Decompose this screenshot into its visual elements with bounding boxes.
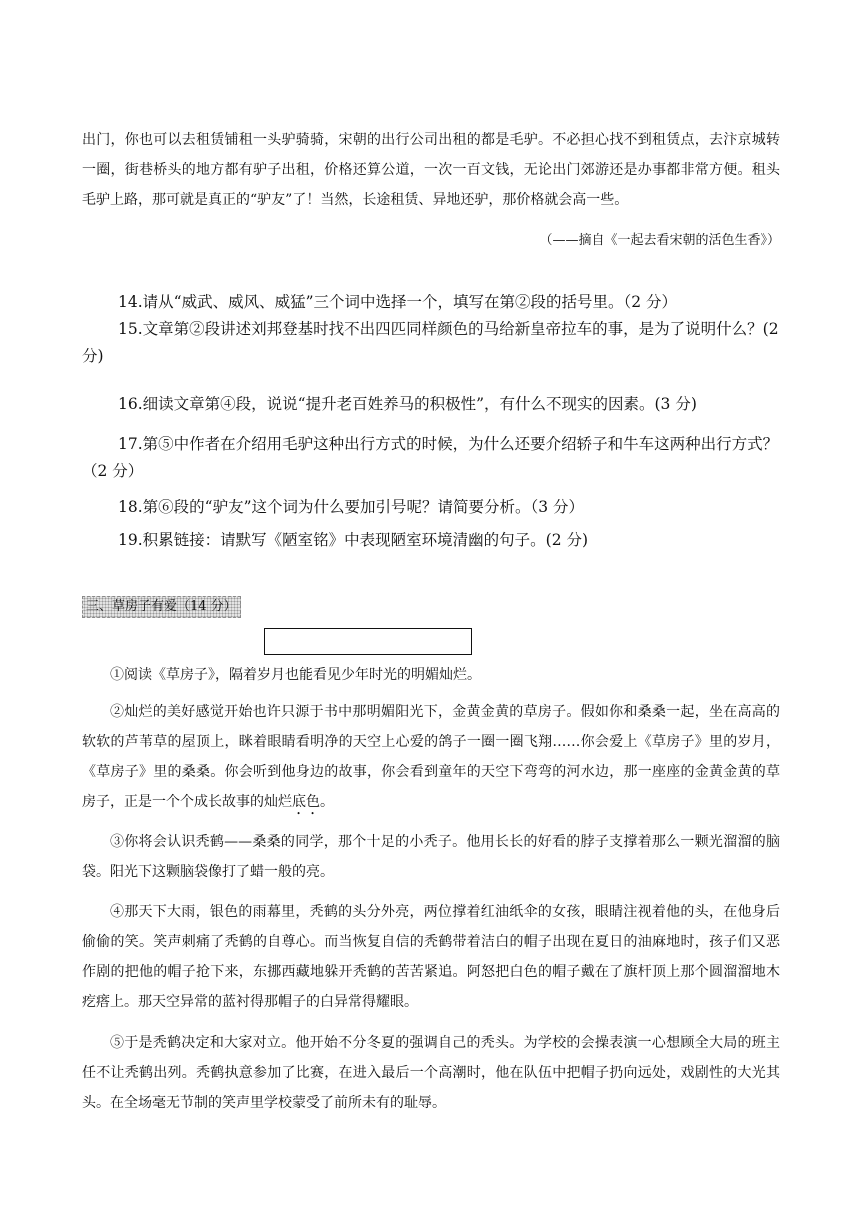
emphasized-word: 底色 (292, 794, 320, 810)
paragraph-4: ④那天下大雨，银色的雨幕里，秃鹤的头分外亮，两位撑着红油纸伞的女孩，眼睛注视着他的头，在他身后偷偷的笑。笑声刺痛了秃鹤的自尊心。而当恢复自信的秃鹤带着洁白的帽子出现在夏日的油麻地时，孩子们又恶作剧的把他的帽子抢下来，东挪西藏地躲开秃鹤的苦苦紧追。阿怒把白色的帽子戴在了旗杆顶上那个圆溜溜地木疙瘩上。那天空异常的蓝衬得那帽子的白异常得耀眼。 (82, 904, 780, 1010)
question-18: 18.第⑥段的“驴友”这个词为什么要加引号呢？请简要分析。（3 分） (118, 498, 585, 516)
question-17: 17.第⑤中作者在介绍用毛驴这种出行方式的时候，为什么还要介绍轿子和牛车这两种出行方式？（2 分） (82, 435, 779, 480)
passage-text: 出门，你也可以去租赁铺租一头驴骑骑，宋朝的出行公司出租的都是毛驴。不必担心找不到租赁点，去汴京城转一圈，街巷桥头的地方都有驴子出租，价格还算公道，一次一百文钱，无论出门郊游还是办事都非常方便。租头毛驴上路，那可就是真正的“驴友”了！当然，长途租赁、异地还驴，那价格就会高一些。 (82, 132, 780, 208)
paragraph-5: ⑤于是秃鹤决定和大家对立。他开始不分冬夏的强调自己的秃头。为学校的会操表演一心想顾全大局的班主任不让秃鹤出列。秃鹤执意参加了比赛，在进入最后一个高潮时，他在队伍中把帽子扔向远处，戏剧性的大光其头。在全场毫无节制的笑声里学校蒙受了前所未有的耻辱。 (82, 1035, 780, 1111)
question-15: 15.文章第②段讲述刘邦登基时找不出四匹同样颜色的马给新皇帝拉车的事，是为了说明什么？(2 分) (82, 320, 779, 365)
paragraph-2-text: ②灿烂的美好感觉开始也许只源于书中那明媚阳光下，金黄金黄的草房子。假如你和桑桑一起，坐在高高的软软的芦苇草的屋顶上，眯着眼睛看明净的天空上心爱的鸽子一圈一圈飞翔……你会爱上《草房子》里的岁月，《草房子》里的桑桑。你会听到他身边的故事，你会看到童年的天空下弯弯的河水边，那一座座的金黄金黄的草房子，正是一个个成长故事的灿烂 (82, 704, 780, 810)
question-19: 19.积累链接：请默写《陋室铭》中表现陋室环境清幽的句子。(2 分) (118, 531, 589, 549)
paragraph-1: ①阅读《草房子》，隔着岁月也能看见少年时光的明媚灿烂。 (110, 667, 481, 683)
section-heading: 三、草房子有爱（14 分） (82, 596, 241, 618)
paragraph-3: ③你将会认识秃鹤——桑桑的同学，那个十足的小秃子。他用长长的好看的脖子支撑着那么一颗光溜溜的脑袋。阳光下这颗脑袋像打了蜡一般的亮。 (82, 834, 780, 880)
passage-paragraph (82, 125, 780, 215)
title-blank-box[interactable] (264, 628, 472, 655)
question-16: 16.细读文章第④段，说说“提升老百姓养马的积极性”，有什么不现实的因素。(3 分) (118, 395, 697, 413)
paragraph-2-end: 。 (320, 794, 334, 810)
paragraph-2 (82, 697, 780, 818)
source-citation: （——摘自《一起去看宋朝的活色生香》） (539, 233, 780, 248)
question-14: 14.请从“威武、威风、威猛”三个词中选择一个，填写在第②段的括号里。（2 分） (118, 293, 678, 311)
